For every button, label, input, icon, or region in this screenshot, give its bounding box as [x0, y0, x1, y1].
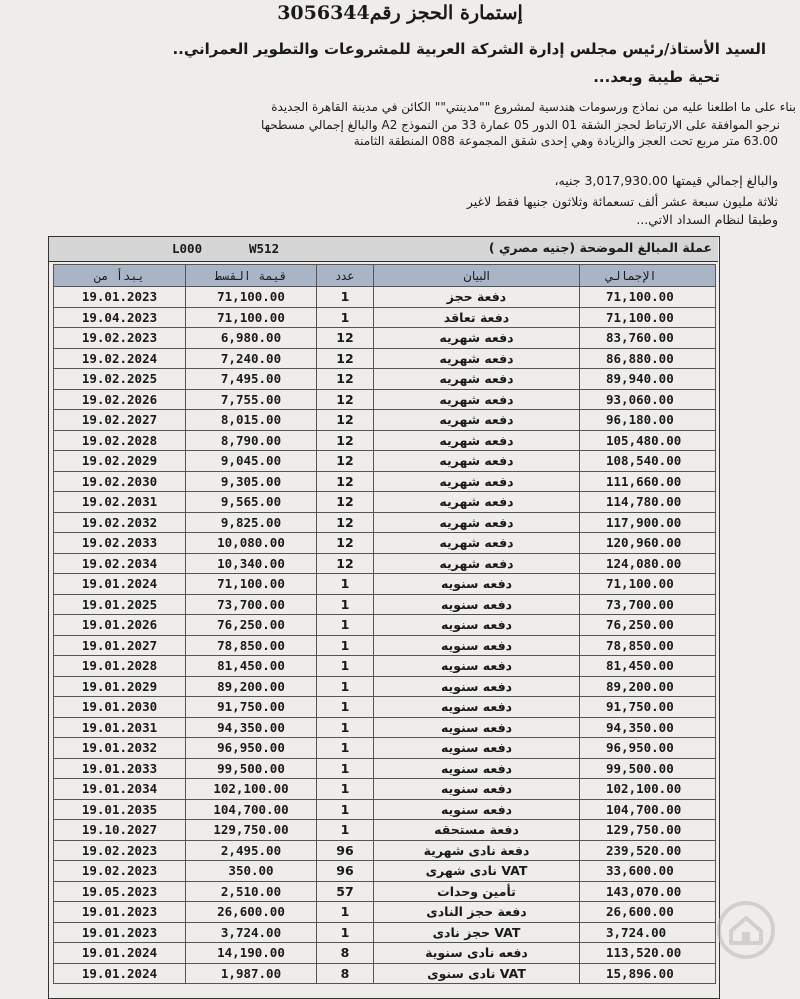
cell-installment: 73,700.00	[186, 594, 317, 615]
cell-count: 12	[317, 451, 374, 472]
header-start-date: يبدأ من	[54, 265, 186, 287]
cell-installment: 9,565.00	[186, 492, 317, 513]
cell-count: 1	[317, 779, 374, 800]
cell-installment: 7,495.00	[186, 369, 317, 390]
cell-start-date: 19.02.2033	[54, 533, 186, 554]
table-row	[54, 410, 716, 431]
cell-installment: 76,250.00	[186, 615, 317, 636]
cell-total: 239,520.00	[580, 840, 716, 861]
cell-total: 15,896.00	[580, 963, 716, 984]
cell-description: دفعه سنويه	[374, 676, 580, 697]
cell-count: 1	[317, 574, 374, 595]
letter-body-line: نرجو الموافقة على الارتباط لحجز الشقة 01 الدور 05 عمارة 33 من النموذج A2 والبالغ إجمالي مسطحها	[261, 118, 780, 132]
cell-count: 1	[317, 307, 374, 328]
cell-installment: 2,495.00	[186, 840, 317, 861]
cell-total: 86,880.00	[580, 348, 716, 369]
cell-count: 12	[317, 410, 374, 431]
currency-code: W512	[249, 241, 280, 256]
cell-installment: 129,750.00	[186, 820, 317, 841]
cell-start-date: 19.02.2029	[54, 451, 186, 472]
cell-count: 1	[317, 799, 374, 820]
cell-count: 1	[317, 676, 374, 697]
table-row	[54, 389, 716, 410]
cell-description: VAT حجز نادى	[374, 922, 580, 943]
payment-schedule-table	[53, 264, 716, 984]
cell-start-date: 19.10.2027	[54, 820, 186, 841]
cell-installment: 94,350.00	[186, 717, 317, 738]
cell-installment: 14,190.00	[186, 943, 317, 964]
cell-description: دفعه نادى سنوية	[374, 943, 580, 964]
cell-total: 113,520.00	[580, 943, 716, 964]
cell-description: تأمين وحدات	[374, 881, 580, 902]
cell-start-date: 19.01.2027	[54, 635, 186, 656]
cell-total: 120,960.00	[580, 533, 716, 554]
cell-description: دفعه شهريه	[374, 410, 580, 431]
cell-total: 96,950.00	[580, 738, 716, 759]
cell-total: 102,100.00	[580, 779, 716, 800]
table-row	[54, 717, 716, 738]
table-row	[54, 287, 716, 308]
cell-installment: 71,100.00	[186, 574, 317, 595]
cell-count: 8	[317, 963, 374, 984]
cell-start-date: 19.01.2030	[54, 697, 186, 718]
currency-code: L000	[172, 241, 203, 256]
table-row	[54, 861, 716, 882]
cell-installment: 7,755.00	[186, 389, 317, 410]
cell-total: 124,080.00	[580, 553, 716, 574]
table-row	[54, 943, 716, 964]
cell-installment: 91,750.00	[186, 697, 317, 718]
cell-start-date: 19.02.2023	[54, 840, 186, 861]
cell-description: دفعة حجز النادى	[374, 902, 580, 923]
cell-total: 105,480.00	[580, 430, 716, 451]
cell-installment: 7,240.00	[186, 348, 317, 369]
table-row	[54, 574, 716, 595]
cell-total: 111,660.00	[580, 471, 716, 492]
table-row	[54, 697, 716, 718]
cell-total: 91,750.00	[580, 697, 716, 718]
cell-total: 78,850.00	[580, 635, 716, 656]
cell-total: 89,200.00	[580, 676, 716, 697]
cell-start-date: 19.04.2023	[54, 307, 186, 328]
cell-start-date: 19.01.2024	[54, 943, 186, 964]
cell-start-date: 19.01.2023	[54, 902, 186, 923]
cell-description: دفعه سنويه	[374, 574, 580, 595]
cell-start-date: 19.02.2030	[54, 471, 186, 492]
cell-start-date: 19.01.2025	[54, 594, 186, 615]
cell-total: 81,450.00	[580, 656, 716, 677]
cell-installment: 96,950.00	[186, 738, 317, 759]
cell-total: 94,350.00	[580, 717, 716, 738]
cell-count: 96	[317, 840, 374, 861]
cell-count: 12	[317, 369, 374, 390]
cell-start-date: 19.01.2034	[54, 779, 186, 800]
cell-count: 12	[317, 492, 374, 513]
cell-description: VAT نادى سنوى	[374, 963, 580, 984]
header-total: الإجمالي	[580, 265, 716, 287]
cell-total: 93,060.00	[580, 389, 716, 410]
cell-start-date: 19.02.2026	[54, 389, 186, 410]
cell-start-date: 19.02.2032	[54, 512, 186, 533]
cell-total: 73,700.00	[580, 594, 716, 615]
cell-total: 83,760.00	[580, 328, 716, 349]
table-row	[54, 451, 716, 472]
cell-count: 12	[317, 328, 374, 349]
cell-start-date: 19.01.2029	[54, 676, 186, 697]
cell-description: دفعه شهريه	[374, 553, 580, 574]
cell-description: دفعه سنويه	[374, 717, 580, 738]
cell-description: دفعه شهريه	[374, 471, 580, 492]
cell-description: دفعة نادى شهرية	[374, 840, 580, 861]
cell-total: 96,180.00	[580, 410, 716, 431]
cell-start-date: 19.01.2033	[54, 758, 186, 779]
currency-label: عملة المبالغ الموضحة (جنيه مصري )	[488, 240, 712, 255]
cell-count: 1	[317, 615, 374, 636]
cell-count: 12	[317, 430, 374, 451]
cell-start-date: 19.02.2023	[54, 328, 186, 349]
cell-start-date: 19.01.2024	[54, 963, 186, 984]
cell-count: 1	[317, 820, 374, 841]
cell-start-date: 19.01.2035	[54, 799, 186, 820]
cell-count: 1	[317, 287, 374, 308]
cell-count: 1	[317, 738, 374, 759]
table-row	[54, 471, 716, 492]
cell-description: دفعه شهريه	[374, 348, 580, 369]
letter-salutation: السيد الأستاذ/رئيس مجلس إدارة الشركة العربية للمشروعات والتطوير العمراني..	[172, 40, 766, 58]
table-row	[54, 922, 716, 943]
cell-count: 1	[317, 902, 374, 923]
cell-description: دفعه سنويه	[374, 799, 580, 820]
payment-system-intro: وطبقا لنظام السداد الاتي...	[636, 212, 778, 227]
cell-start-date: 19.01.2031	[54, 717, 186, 738]
cell-start-date: 19.02.2023	[54, 861, 186, 882]
table-row	[54, 512, 716, 533]
cell-count: 1	[317, 717, 374, 738]
table-row	[54, 881, 716, 902]
cell-start-date: 19.01.2028	[54, 656, 186, 677]
currency-bar	[49, 237, 718, 262]
house-logo-icon	[716, 900, 776, 960]
table-row	[54, 533, 716, 554]
cell-description: دفعة مستحقه	[374, 820, 580, 841]
cell-total: 104,700.00	[580, 799, 716, 820]
cell-count: 12	[317, 348, 374, 369]
cell-count: 1	[317, 697, 374, 718]
cell-count: 1	[317, 635, 374, 656]
cell-total: 71,100.00	[580, 307, 716, 328]
table-row	[54, 963, 716, 984]
cell-installment: 81,450.00	[186, 656, 317, 677]
cell-installment: 9,045.00	[186, 451, 317, 472]
cell-count: 57	[317, 881, 374, 902]
table-row	[54, 553, 716, 574]
table-row	[54, 635, 716, 656]
cell-installment: 9,825.00	[186, 512, 317, 533]
cell-total: 33,600.00	[580, 861, 716, 882]
cell-description: دفعة حجز	[374, 287, 580, 308]
table-row	[54, 594, 716, 615]
cell-description: دفعه شهريه	[374, 512, 580, 533]
form-title: إستمارة الحجز رقم3056344	[277, 2, 523, 24]
cell-installment: 102,100.00	[186, 779, 317, 800]
cell-start-date: 19.02.2028	[54, 430, 186, 451]
cell-installment: 9,305.00	[186, 471, 317, 492]
payment-schedule-frame	[48, 236, 720, 999]
cell-installment: 8,015.00	[186, 410, 317, 431]
cell-start-date: 19.01.2026	[54, 615, 186, 636]
table-row	[54, 779, 716, 800]
cell-start-date: 19.02.2025	[54, 369, 186, 390]
letter-body-line: بناء على ما اطلعنا عليه من نماذج ورسومات هندسية لمشروع ""مدينتي"" الكائن في مدينة القاهرة الجديدة	[271, 100, 796, 114]
cell-start-date: 19.02.2031	[54, 492, 186, 513]
cell-description: دفعه شهريه	[374, 389, 580, 410]
cell-description: دفعه سنويه	[374, 697, 580, 718]
cell-description: دفعة تعاقد	[374, 307, 580, 328]
table-row	[54, 676, 716, 697]
table-row	[54, 328, 716, 349]
cell-description: دفعه سنويه	[374, 615, 580, 636]
cell-count: 8	[317, 943, 374, 964]
cell-total: 3,724.00	[580, 922, 716, 943]
table-row	[54, 840, 716, 861]
cell-total: 108,540.00	[580, 451, 716, 472]
table-row	[54, 615, 716, 636]
table-header-row	[54, 265, 716, 287]
cell-total: 114,780.00	[580, 492, 716, 513]
cell-total: 129,750.00	[580, 820, 716, 841]
cell-installment: 2,510.00	[186, 881, 317, 902]
cell-description: دفعه شهريه	[374, 430, 580, 451]
letter-body-line: 63.00 متر مربع تحت العجز والزيادة وهي إحدى شقق المجموعة 088 المنطقة الثامنة	[353, 134, 778, 148]
cell-start-date: 19.05.2023	[54, 881, 186, 902]
cell-description: VAT نادى شهرى	[374, 861, 580, 882]
cell-description: دفعه سنويه	[374, 738, 580, 759]
cell-installment: 78,850.00	[186, 635, 317, 656]
cell-count: 12	[317, 471, 374, 492]
cell-installment: 99,500.00	[186, 758, 317, 779]
table-row	[54, 348, 716, 369]
letter-greeting: تحية طيبة وبعد...	[593, 68, 720, 86]
cell-total: 71,100.00	[580, 574, 716, 595]
cell-description: دفعه سنويه	[374, 594, 580, 615]
cell-description: دفعه سنويه	[374, 635, 580, 656]
cell-total: 89,940.00	[580, 369, 716, 390]
cell-installment: 8,790.00	[186, 430, 317, 451]
cell-description: دفعه شهريه	[374, 328, 580, 349]
cell-installment: 10,340.00	[186, 553, 317, 574]
cell-description: دفعه شهريه	[374, 533, 580, 554]
table-row	[54, 492, 716, 513]
cell-count: 12	[317, 512, 374, 533]
cell-installment: 71,100.00	[186, 287, 317, 308]
cell-installment: 6,980.00	[186, 328, 317, 349]
table-row	[54, 758, 716, 779]
cell-description: دفعه سنويه	[374, 779, 580, 800]
cell-total: 26,600.00	[580, 902, 716, 923]
table-row	[54, 307, 716, 328]
cell-description: دفعه سنويه	[374, 758, 580, 779]
cell-count: 12	[317, 389, 374, 410]
cell-count: 12	[317, 553, 374, 574]
total-value-line: والبالغ إجمالي قيمتها 3,017,930.00 جنيه،	[554, 173, 778, 188]
total-value-words: ثلاثة مليون سبعة عشر ألف تسعمائة وثلاثون جنيها فقط لاغير	[466, 194, 778, 209]
cell-description: دفعه شهريه	[374, 451, 580, 472]
cell-count: 1	[317, 758, 374, 779]
table-row	[54, 369, 716, 390]
cell-start-date: 19.01.2023	[54, 287, 186, 308]
cell-start-date: 19.01.2024	[54, 574, 186, 595]
cell-start-date: 19.02.2027	[54, 410, 186, 431]
cell-total: 143,070.00	[580, 881, 716, 902]
cell-count: 1	[317, 594, 374, 615]
cell-count: 1	[317, 922, 374, 943]
cell-installment: 1,987.00	[186, 963, 317, 984]
table-row	[54, 820, 716, 841]
cell-count: 96	[317, 861, 374, 882]
cell-total: 76,250.00	[580, 615, 716, 636]
cell-installment: 71,100.00	[186, 307, 317, 328]
cell-count: 1	[317, 656, 374, 677]
cell-start-date: 19.02.2034	[54, 553, 186, 574]
table-row	[54, 738, 716, 759]
cell-installment: 89,200.00	[186, 676, 317, 697]
cell-installment: 3,724.00	[186, 922, 317, 943]
table-row	[54, 430, 716, 451]
table-row	[54, 799, 716, 820]
cell-total: 99,500.00	[580, 758, 716, 779]
header-count: عدد	[317, 265, 374, 287]
header-description: البيان	[374, 265, 580, 287]
cell-count: 12	[317, 533, 374, 554]
cell-installment: 350.00	[186, 861, 317, 882]
cell-description: دفعه شهريه	[374, 369, 580, 390]
cell-installment: 104,700.00	[186, 799, 317, 820]
cell-installment: 26,600.00	[186, 902, 317, 923]
cell-start-date: 19.01.2023	[54, 922, 186, 943]
cell-start-date: 19.01.2032	[54, 738, 186, 759]
cell-total: 117,900.00	[580, 512, 716, 533]
cell-description: دفعه شهريه	[374, 492, 580, 513]
cell-description: دفعه سنويه	[374, 656, 580, 677]
header-installment: قيمة القسط	[186, 265, 317, 287]
cell-installment: 10,080.00	[186, 533, 317, 554]
cell-start-date: 19.02.2024	[54, 348, 186, 369]
table-row	[54, 902, 716, 923]
cell-total: 71,100.00	[580, 287, 716, 308]
table-row	[54, 656, 716, 677]
